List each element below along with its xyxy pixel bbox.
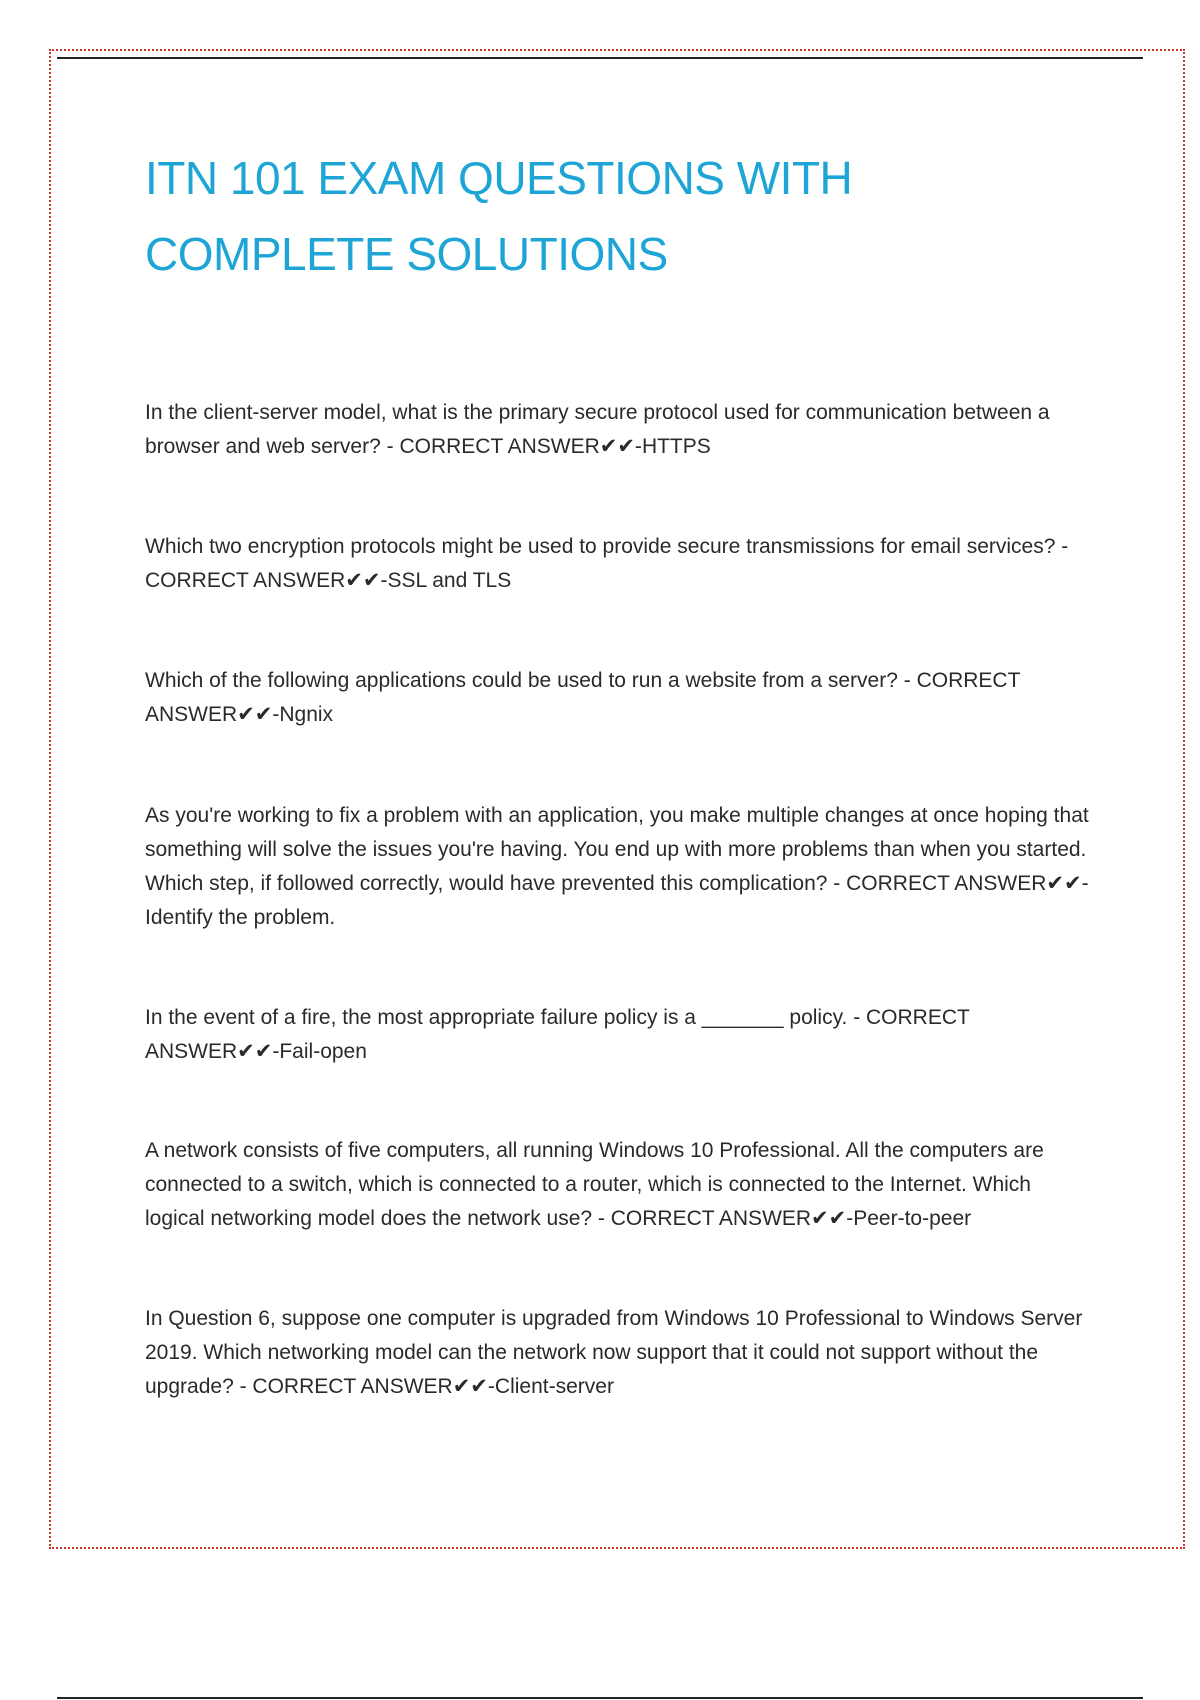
answer-text: Identify the problem. <box>145 906 336 929</box>
qa-item-1 <box>145 396 1090 464</box>
answer-text: Fail-open <box>279 1040 367 1063</box>
correct-answer-label: - CORRECT ANSWER✔✔- <box>380 435 642 458</box>
correct-answer-label: - CORRECT ANSWER✔✔- <box>233 1375 495 1398</box>
correct-answer-label: - CORRECT ANSWER✔✔- <box>145 1006 970 1063</box>
qa-item-5 <box>145 1001 1090 1069</box>
question-text: Which two encryption protocols might be used to provide secure transmissions for email services? <box>145 535 1056 558</box>
question-text: In the client-server model, what is the primary secure protocol used for communication between a browser and web server? <box>145 401 1050 458</box>
correct-answer-label: - CORRECT ANSWER✔✔- <box>145 535 1069 592</box>
bottom-rule <box>57 1697 1143 1699</box>
answer-text: Ngnix <box>279 703 334 726</box>
correct-answer-label: - CORRECT ANSWER✔✔- <box>145 669 1021 726</box>
question-text: A network consists of five computers, all running Windows 10 Professional. All the computers are connected to a switch, which is connected to a router, which is connected to the Internet. Which logical networking model does the network use? <box>145 1139 1044 1230</box>
answer-text: Client-server <box>494 1375 614 1398</box>
qa-item-6 <box>145 1134 1090 1236</box>
answer-text: Peer-to-peer <box>853 1207 972 1230</box>
qa-item-3 <box>145 664 1090 732</box>
qa-item-7 <box>145 1302 1090 1404</box>
qa-item-2 <box>145 530 1090 598</box>
answer-text: HTTPS <box>641 435 711 458</box>
correct-answer-label: - CORRECT ANSWER✔✔- <box>827 872 1089 895</box>
qa-item-4 <box>145 799 1090 935</box>
answer-text: SSL and TLS <box>387 569 512 592</box>
correct-answer-label: - CORRECT ANSWER✔✔- <box>592 1207 854 1230</box>
question-text: In Question 6, suppose one computer is upgraded from Windows 10 Professional to Windows Server 2019. Which networking model can the network now support that it could not support without the upgrade? <box>145 1307 1083 1398</box>
top-rule <box>57 57 1143 59</box>
question-text: Which of the following applications could be used to run a website from a server? <box>145 669 898 692</box>
question-text: In the event of a fire, the most appropriate failure policy is a _______ policy. <box>145 1006 848 1029</box>
question-text: As you're working to fix a problem with an application, you make multiple changes at once hoping that something will solve the issues you're having. You end up with more problems than when you started. Which step, if followed correctly, would have prevented this complication? <box>145 804 1089 895</box>
document-title: ITN 101 EXAM QUESTIONS WITH COMPLETE SOLUTIONS <box>145 152 853 280</box>
